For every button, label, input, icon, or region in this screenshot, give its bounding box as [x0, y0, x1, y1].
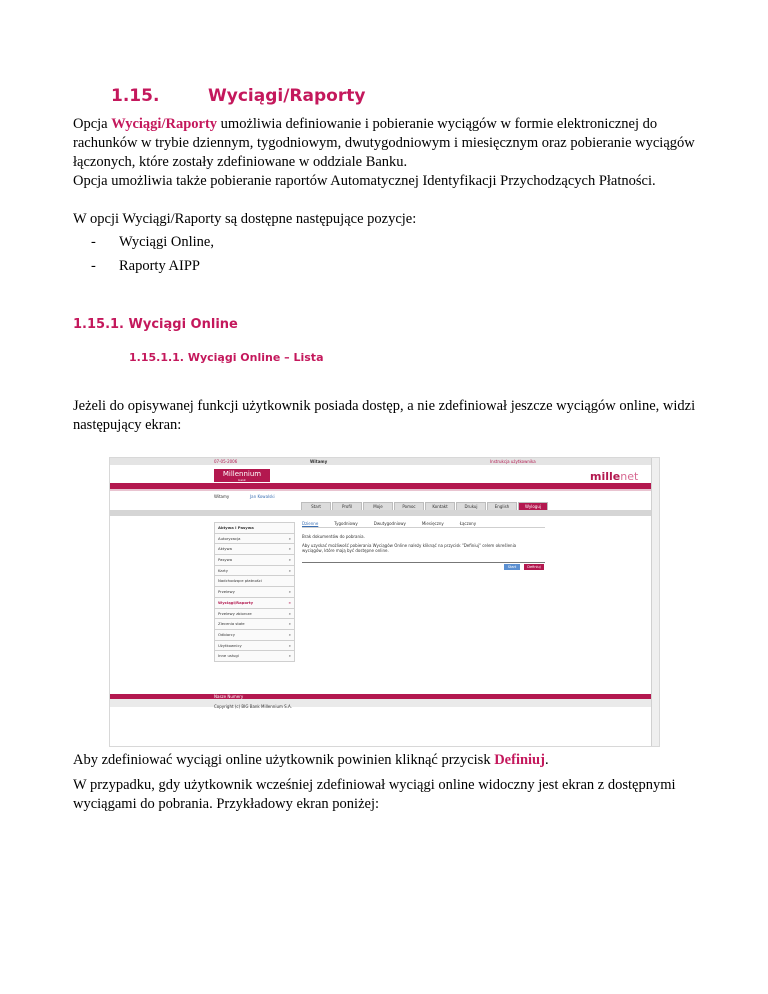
shot-menu-item: Zlecenia stałe »	[214, 619, 295, 630]
shot-nav-tab: Drukuj	[456, 502, 486, 511]
browser-scrollbar	[651, 458, 659, 746]
shot-define-instruction: Aby uzyskać możliwość pobierania Wyciągów Online należy kliknąć na przycisk "Definiuj" celem określenia wyciągów, które mają być dostępne online.	[302, 543, 517, 553]
embedded-screenshot	[109, 457, 660, 747]
shot-menu-item-active: Wyciągi/Raporty »	[214, 598, 295, 609]
shot-period-tab: Dzienne	[302, 521, 319, 526]
shot-nav-tab: Kontakt	[425, 502, 455, 511]
section-heading	[111, 86, 366, 106]
shot-nav-tab: Pomoc	[394, 502, 424, 511]
after-text-end: .	[544, 752, 549, 768]
shot-welcome: Witamy	[310, 459, 328, 464]
millennium-logo	[214, 469, 270, 482]
shot-menu-item: Nadchodzące płatności	[214, 576, 295, 587]
section-title: Wyciągi/Raporty	[208, 86, 366, 106]
shot-menu-item: Aktywa i Pasywa	[214, 522, 295, 534]
subsection-heading: 1.15.1. Wyciągi Online	[73, 317, 238, 332]
brand-part-a: mille	[590, 470, 621, 483]
shot-period-tab: Łączony	[459, 521, 477, 526]
intro-paragraph-3: W opcji Wyciągi/Raporty są dostępne następujące pozycje:	[73, 211, 417, 227]
shot-period-tab: Dwutygodniowy	[373, 521, 406, 526]
content-divider	[302, 562, 545, 563]
header-band-light	[110, 489, 651, 491]
shot-start-button: Start	[504, 564, 520, 570]
logo-text: Millennium	[222, 470, 262, 478]
shot-no-documents-msg: Brak dokumentów do pobrania.	[302, 534, 365, 539]
bullet-text: Wyciągi Online,	[119, 234, 214, 250]
paragraph-before-screenshot: Jeżeli do opisywanej funkcji użytkownik posiada dostęp, a nie zdefiniował jeszcze wyciągów online, widzi następujący ekran:	[73, 398, 696, 433]
brand-part-b: net	[620, 470, 639, 483]
bullet-marker: -	[91, 258, 96, 274]
shot-period-tab: Tygodniowy	[334, 521, 358, 526]
shot-menu-item: Użytkownicy »	[214, 641, 295, 652]
shot-instruction-link: Instrukcja użytkownika	[490, 459, 536, 464]
shot-definiuj-button: Definiuj	[524, 564, 544, 570]
bullet-item	[91, 258, 200, 275]
shot-menu-item: Autoryzacja »	[214, 534, 295, 545]
shot-menu-item: Karty »	[214, 566, 295, 577]
intro-paragraph-2: Opcja umożliwia także pobieranie raportów Automatycznej Identyfikacji Przychodzących Płatności.	[73, 173, 656, 189]
shot-menu-item: Przelewy zbiorcze »	[214, 609, 295, 620]
shot-menu-item: Przelewy »	[214, 587, 295, 598]
definiuj-reference: Definiuj	[494, 752, 545, 768]
bullet-text: Raporty AIPP	[119, 258, 200, 274]
intro-paragraph-1	[73, 115, 703, 172]
logo-subtext: bank	[238, 478, 246, 482]
paragraph-after-screenshot	[73, 751, 703, 770]
intro-text-rest: umożliwia definiowanie i pobieranie wyciągów w formie elektronicznej do rachunków w trybie dziennym, tygodniowym, dwutygodniowym i miesięcznym oraz pobieranie wyciągów łączonych, które zostały zdefiniowane w oddziale Banku.	[73, 116, 695, 170]
millenet-logo	[590, 470, 638, 483]
tabs-underline	[302, 527, 545, 528]
shot-nav-tab: Wyloguj	[518, 502, 548, 511]
shot-period-tab: Miesięczny	[421, 521, 444, 526]
browser-top-bar	[110, 458, 651, 465]
shot-greeting: Witamy	[214, 494, 230, 499]
paragraph-last: W przypadku, gdy użytkownik wcześniej zdefiniował wyciągi online widoczny jest ekran z dostępnymi wyciągami do pobrania. Przykładowy ekran poniżej:	[73, 777, 676, 812]
footer-grey	[110, 699, 651, 707]
shot-menu-item: Pasywa »	[214, 555, 295, 566]
shot-user-name: Jan Kowalski	[250, 494, 275, 499]
shot-copyright: Copyright (c) BIG Bank Millennium S.A.	[214, 704, 292, 709]
shot-nav-tab: English	[487, 502, 517, 511]
bullet-marker: -	[91, 234, 96, 250]
nav-grey-band	[110, 510, 651, 516]
intro-text: Opcja	[73, 116, 112, 132]
shot-nav-tab: Moje	[363, 502, 393, 511]
sub-subsection-heading: 1.15.1.1. Wyciągi Online – Lista	[129, 351, 324, 364]
shot-date: 07-05-2006	[214, 459, 238, 464]
shot-period-tabs	[302, 521, 492, 526]
shot-nav-tab: Profil	[332, 502, 362, 511]
shot-menu-item: Inne usługi »	[214, 651, 295, 662]
section-number: 1.15.	[111, 86, 160, 106]
bullet-item	[91, 234, 214, 251]
shot-menu-item: Aktywa »	[214, 544, 295, 555]
shot-menu-item: Odbiorcy »	[214, 630, 295, 641]
shot-side-menu	[214, 522, 295, 662]
shot-nav-tab: Start	[301, 502, 331, 511]
wyciagi-raporty-link: Wyciągi/Raporty	[111, 116, 218, 132]
after-text: Aby zdefiniować wyciągi online użytkownik powinien kliknąć przycisk	[73, 752, 495, 768]
shot-footer-link: Nasze Numery	[214, 694, 244, 699]
